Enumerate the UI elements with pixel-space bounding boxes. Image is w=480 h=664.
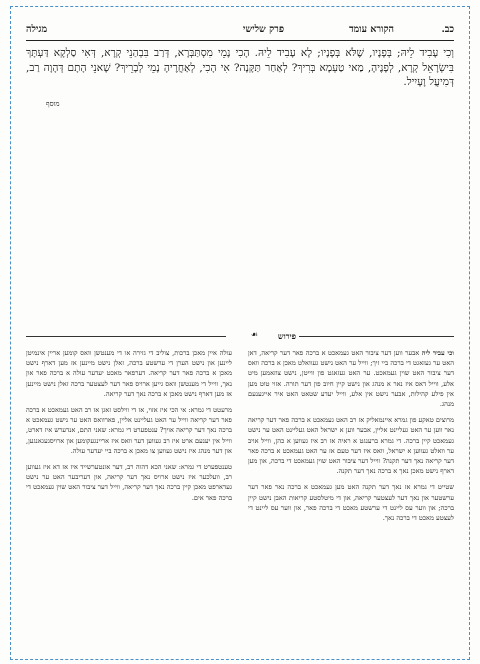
paragraph-body: מרעטט די גמרא: אי הכי איז אזוי, אז די ווילסט זאגן אז רב האט געמאכט א ברכה פאר דער קריאה ווייל ער האט געליינט אליין, פארוואס האט ער נישט געמאכט א ברכה נאך דער קריאה אויך? ענטפערט די גמרא: שאני התם, אנדערש איז דארט, ווייל אין יענעם ארט איז רב געווען דער וואס איז אריינגעקומען און ארויסגעגאנגען, און דער מנהג איז נישט געווען צו מאכן א ברכה ביי יעדער עולה. [26,406,232,455]
commentary-label: פירוש [277,331,296,341]
paragraph-body: אבער ווען דער ציבור האט געמאכט א ברכה פאר דער קריאה, דאן האט ער געזאגט די ברכה ביי זיך; ווייל ער האט נישט געוואלט מאכן א ברכה וואס דער ציבור האט שוין געמאכט. ער האט געזאגט פון ווייטן, נישט צוזאמען מיט אלע, ווייל דאס איז נאר א מנהג און נישט קיין חיוב פון דער תורה. אזוי טוט מען אין פילע קהילות, אבער נישט אין אלע, ווייל יעדע שטאט האט איר אייגענעם מנהג. [248,349,454,409]
commentary-paragraph [26,405,232,456]
paragraph-body: טענטפערט די גמרא: שאני הכא דהוה רב, דער אונטערשייד איז אז דא איז געווען רב, וועלכער איז נישט ארויס נאך דער קריאה, און דעריבער האט ער נישט געדארפט מאכן קיין ברכה נאך דער קריאה, ווייל דער ציבור האט שוין געמאכט די ברכה פאר אים. [26,463,232,502]
commentary-column-left [26,348,232,509]
page-frame-left [10,6,11,660]
page-frame-right [469,6,470,660]
commentary-paragraph [248,482,454,523]
commentary-paragraph [26,348,232,399]
commentary-paragraph [248,348,454,409]
running-head [26,24,454,38]
commentary-header [26,331,454,341]
commentary-columns [26,348,454,646]
folio-number: כב. [441,24,454,35]
dibur-hamatchil: וכי עביד ליה [421,349,454,357]
paragraph-body: מרוצים טאקע פון גמרא איינמאליק אז רב האט געמאכט א ברכה פאר דער קריאה נאר ווען ער האט געליינט אליין, אבער ווען א ישראל האט געליינט האט ער נישט געמאכט קיין ברכה. די גמרא ברענגט א ראיה אז רב איז געווען א כהן, ווייל אויב ער וואלט געווען א ישראל, וואס איז דער טעם אז ער האט געמאכט א ברכה פאר דער קריאה נאך דער תקנה? ווייל דער ציבור האט שוין געמאכט די ברכה, און מען דארף נישט מאכן נאך א ברכה נאך דער תקנה. [248,416,454,476]
paragraph-body: עולה איין מאכן ברכות, צוליב די גזירה או די מענטשן וואס קומען אריין אינמיטן ליינען און נישט הערן די ערשטע ברכה, זאלן נישט מיינען אז מען דארף נישט מאכן א ברכה פאר דער קריאה. דערפאר מאכט יעדער עולה א ברכה פאר און נאך, ווייל די מענטשן וואס גייען ארויס פאר דער לעצטער ברכה זאלן נישט מיינען אז מען דארף נישט מאכן א ברכה נאך דער קריאה. [26,349,232,398]
commentary-rule-left [26,336,226,337]
header-rule [26,40,454,41]
chapter-number: פרק שלישי [242,24,284,35]
tractate-name: מגילה [26,24,48,35]
page-frame-bottom [10,659,470,660]
document-page [26,10,454,654]
page-frame-top [10,6,470,7]
paragraph-body: שטייט די גמרא אז נאך דער תקנה האט מען געמאכט א ברכה נאר פאר דער ערשטער און נאך דער לעצטער קריאה, און די מיטלסטע קריאות האבן נישט קיין ברכה; און ווער עס ליינט די ערשטע מאכט די ברכה פאר, און ווער עס ליינט די לעצטע מאכט די ברכה נאך. [248,483,454,523]
commentary-paragraph [248,415,454,476]
gemara-text: וְכִי עָבִיד לֵיהּ; בְּפָנָיו, שֶׁלֹּא בְּפָנָיו; לָא עָבִיד לֵיהּ. הָכִי נָמֵי מִסְתַּבְּרָא, דְּרַב בִּבְהַנֵי קְרָא, דְּאִי סַלְקָא דַּעְתָּךְ בִּישְׂרָאֵל קְרָא, לְפָנֶיהָ, מַאי טַעְמָא בְּרִיךְ? לְאַחַר תַּקָּנָה? אִי הָכִי, לְאַחֲרֶיהָ נָמֵי לְבָרֵיךְ? שָׁאנֵי הָתָם דְּהָוָה רַב, דְּמִיעֲל וָעָיִיל. [26,47,454,88]
commentary-column-right [248,348,454,529]
gemara-note: מוסף [46,100,60,108]
commentary-rule-right [299,336,454,337]
chapter-title: הקורא עומד [348,24,394,35]
commentary-paragraph [26,462,232,503]
fleuron-icon: ☙ [250,330,258,339]
